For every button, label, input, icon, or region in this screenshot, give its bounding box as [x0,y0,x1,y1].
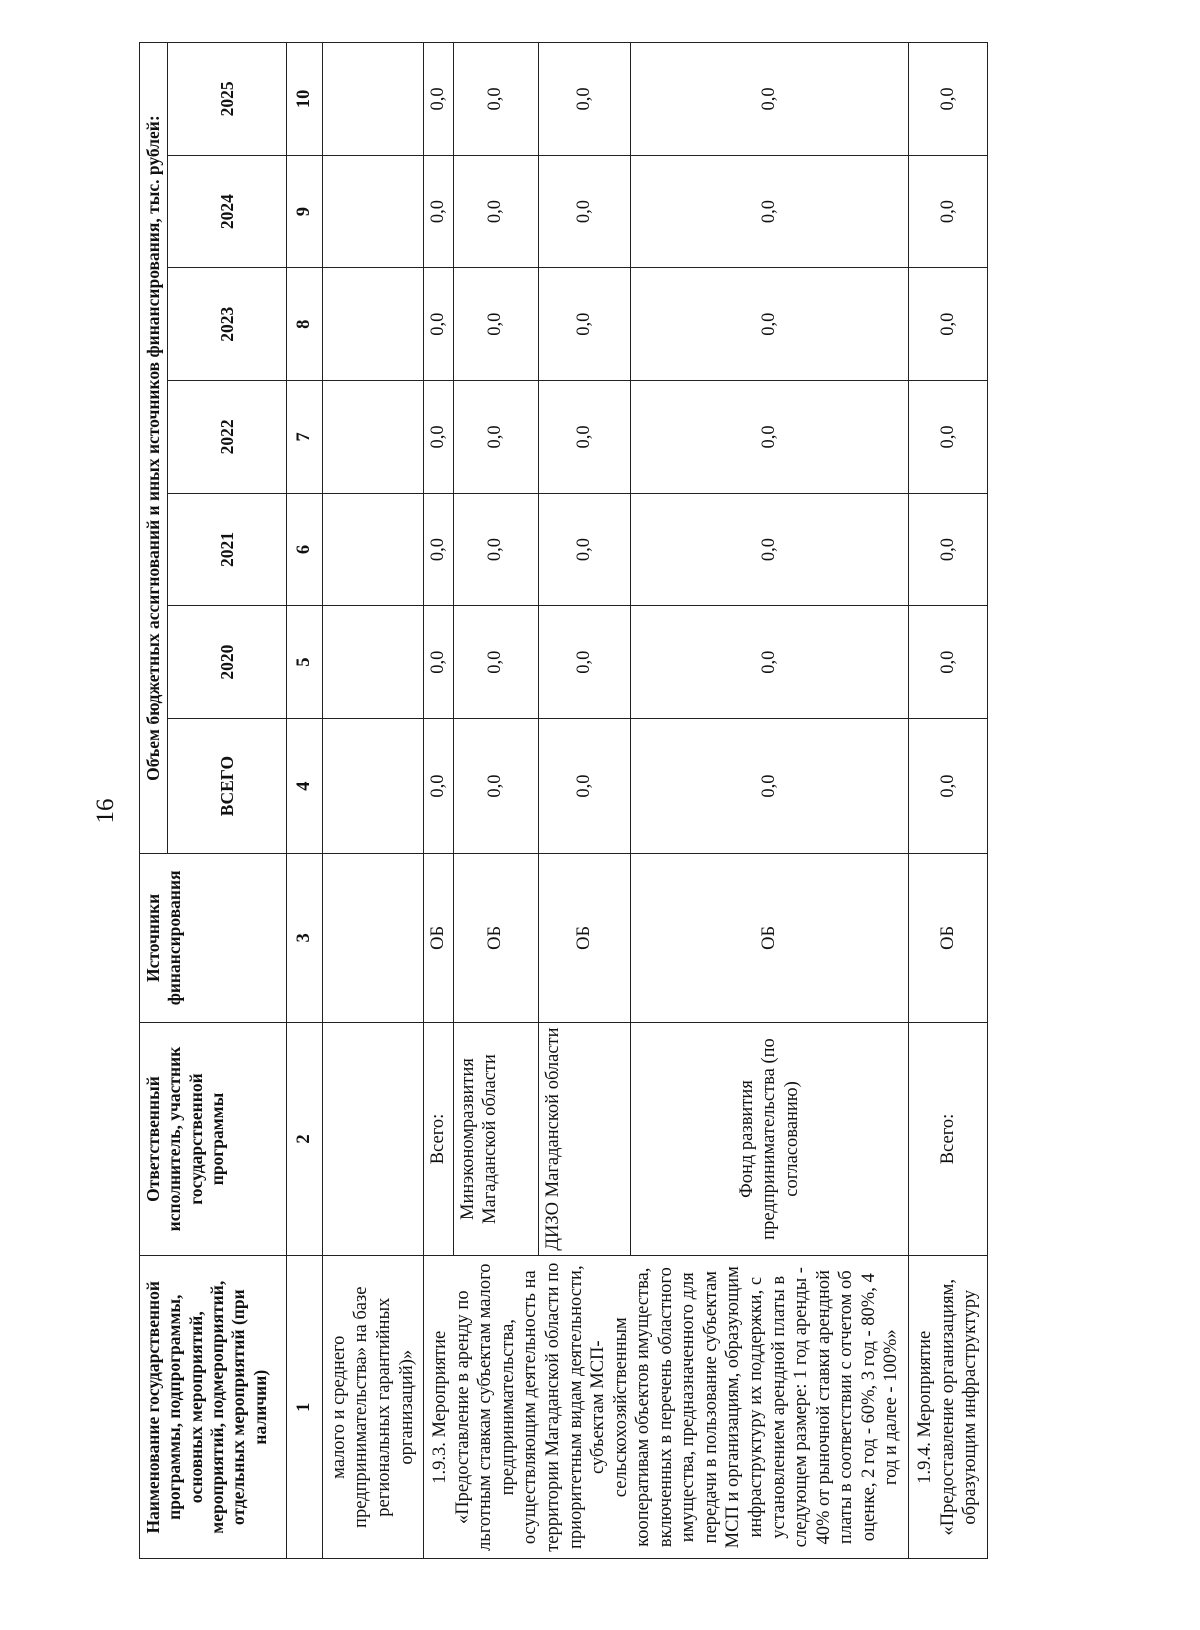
header-source: Источники финансирования [140,854,287,1022]
responsible-cell: Минэкономразвития Магаданской области [453,1022,538,1256]
source-cell: ОБ [453,854,538,1022]
header-year: 2024 [168,155,287,268]
column-number: 5 [287,606,323,719]
header-year: 2025 [168,43,287,156]
continuation-text: малого и среднего предпринимательства» на базе региональных гарантийных организаций)» [322,1256,423,1559]
value-cell: 0,0 [630,606,908,719]
column-number: 4 [287,718,323,853]
empty-cell [322,493,423,606]
value-cell: 0,0 [908,155,987,268]
value-cell: 0,0 [538,43,630,156]
value-cell: 0,0 [424,718,454,853]
source-cell: ОБ [424,854,454,1022]
value-cell: 0,0 [424,493,454,606]
empty-cell [322,268,423,381]
header-name: Наименование государственной программы, подпрограммы, основных мероприятий, мероприятий, подмероприятий, отдельных мероприятий (при наличии) [140,1256,287,1559]
value-cell: 0,0 [453,718,538,853]
rotated-page [139,42,1041,1559]
empty-cell [322,1022,423,1256]
table-row [908,43,987,1559]
value-cell: 0,0 [908,381,987,494]
value-cell: 0,0 [538,381,630,494]
value-cell: 0,0 [453,493,538,606]
value-cell: 0,0 [908,43,987,156]
value-cell: 0,0 [424,155,454,268]
header-responsible: Ответственный исполнитель, участник государственной программы [140,1022,287,1256]
value-cell: 0,0 [630,493,908,606]
column-number: 3 [287,854,323,1022]
value-cell: 0,0 [453,43,538,156]
responsible-cell: Всего: [908,1022,987,1256]
value-cell: 0,0 [538,155,630,268]
empty-cell [322,718,423,853]
item-1-9-3-title: 1.9.3. Мероприятие «Предоставление в аренду по льготным ставкам субъектам малого предпринимательства, осуществляющим деятельность на территории Магаданской области по приоритетным видам деятельности, субъектам МСП-сельскохозяйственным кооперативам объектов имущества, включенных в перечень областного имущества, предназначенного для передачи в пользование субъектам МСП и организациям, образующим инфраструктуру их поддержки, с установлением арендной платы в следующем размере: 1 год аренды - 40% от рыночной ставки арендной платы в соответствии с отчетом об оценке, 2 год - 60%, 3 год - 80%, 4 год и далее - 100%» [424,1256,909,1559]
column-number: 10 [287,43,323,156]
value-cell: 0,0 [424,268,454,381]
responsible-cell: Фонд развития предпринимательства (по согласованию) [630,1022,908,1256]
empty-cell [322,43,423,156]
table-row [424,43,454,1559]
value-cell: 0,0 [630,43,908,156]
column-number: 1 [287,1256,323,1559]
value-cell: 0,0 [630,718,908,853]
page-number: 16 [92,798,119,824]
value-cell: 0,0 [630,381,908,494]
column-number: 9 [287,155,323,268]
source-cell: ОБ [630,854,908,1022]
value-cell: 0,0 [538,718,630,853]
source-cell: ОБ [908,854,987,1022]
value-cell: 0,0 [453,268,538,381]
value-cell: 0,0 [630,268,908,381]
column-numbers-row [287,43,323,1559]
value-cell: 0,0 [453,155,538,268]
responsible-cell: Всего: [424,1022,454,1256]
value-cell: 0,0 [630,155,908,268]
value-cell: 0,0 [908,493,987,606]
header-volume: Объем бюджетных ассигнований и иных источников финансирования, тыс. рублей: [140,43,168,854]
value-cell: 0,0 [424,606,454,719]
value-cell: 0,0 [538,606,630,719]
empty-cell [322,155,423,268]
column-number: 6 [287,493,323,606]
column-number: 7 [287,381,323,494]
continuation-row [322,43,423,1559]
empty-cell [322,854,423,1022]
value-cell: 0,0 [453,381,538,494]
header-year: 2020 [168,606,287,719]
header-year: 2022 [168,381,287,494]
empty-cell [322,606,423,719]
header-row-1 [140,43,168,1559]
header-year: 2023 [168,268,287,381]
value-cell: 0,0 [538,493,630,606]
value-cell: 0,0 [908,606,987,719]
column-number: 2 [287,1022,323,1256]
header-year: 2021 [168,493,287,606]
value-cell: 0,0 [908,268,987,381]
header-year: ВСЕГО [168,718,287,853]
value-cell: 0,0 [424,43,454,156]
source-cell: ОБ [538,854,630,1022]
item-1-9-4-title: 1.9.4. Мероприятие «Предоставление организациям, образующим инфраструктуру [908,1256,987,1559]
value-cell: 0,0 [453,606,538,719]
column-number: 8 [287,268,323,381]
value-cell: 0,0 [908,718,987,853]
empty-cell [322,381,423,494]
value-cell: 0,0 [538,268,630,381]
financing-table [139,42,988,1559]
responsible-cell: ДИЗО Магаданской области [538,1022,630,1256]
value-cell: 0,0 [424,381,454,494]
